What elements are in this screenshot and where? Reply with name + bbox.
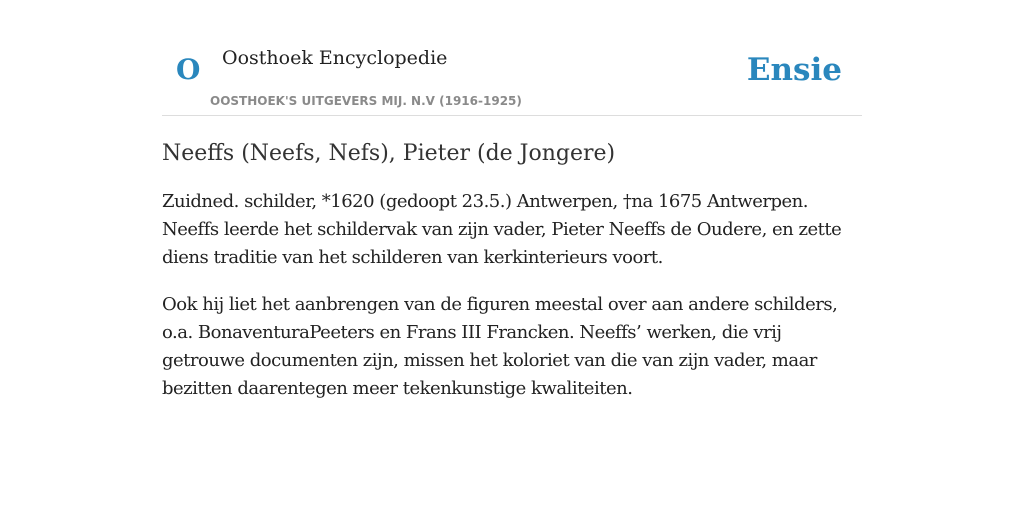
article-paragraph: Zuidned. schilder, *1620 (gedoopt 23.5.) Antwerpen, †na 1675 Antwerpen. Neeffs leerde het schildervak van zijn vader, Pieter Neeffs de Oudere, en zette diens traditie van het schilderen van kerkinterieurs voort. [162,191,842,268]
entry-title: Neeffs (Neefs, Nefs), Pieter (de Jongere) [162,141,616,166]
article [162,138,862,422]
source-header [162,40,862,116]
source-publisher: OOSTHOEK'S UITGEVERS MIJ. N.V (1916-1925) [210,94,522,108]
source-title-link[interactable]: Oosthoek Encyclopedie [222,47,448,69]
brand-logo-link[interactable]: Ensie [746,52,842,88]
source-logo[interactable]: O [176,53,201,86]
article-paragraph: Ook hij liet het aanbrengen van de figuren meestal over aan andere schilders, o.a. BonaventuraPeeters en Frans III Francken. Neeffs’ werken, die vrij getrouwe documenten zijn, missen het koloriet van die van zijn vader, maar bezitten daarentegen meer tekenkunstige kwaliteiten. [162,294,838,399]
